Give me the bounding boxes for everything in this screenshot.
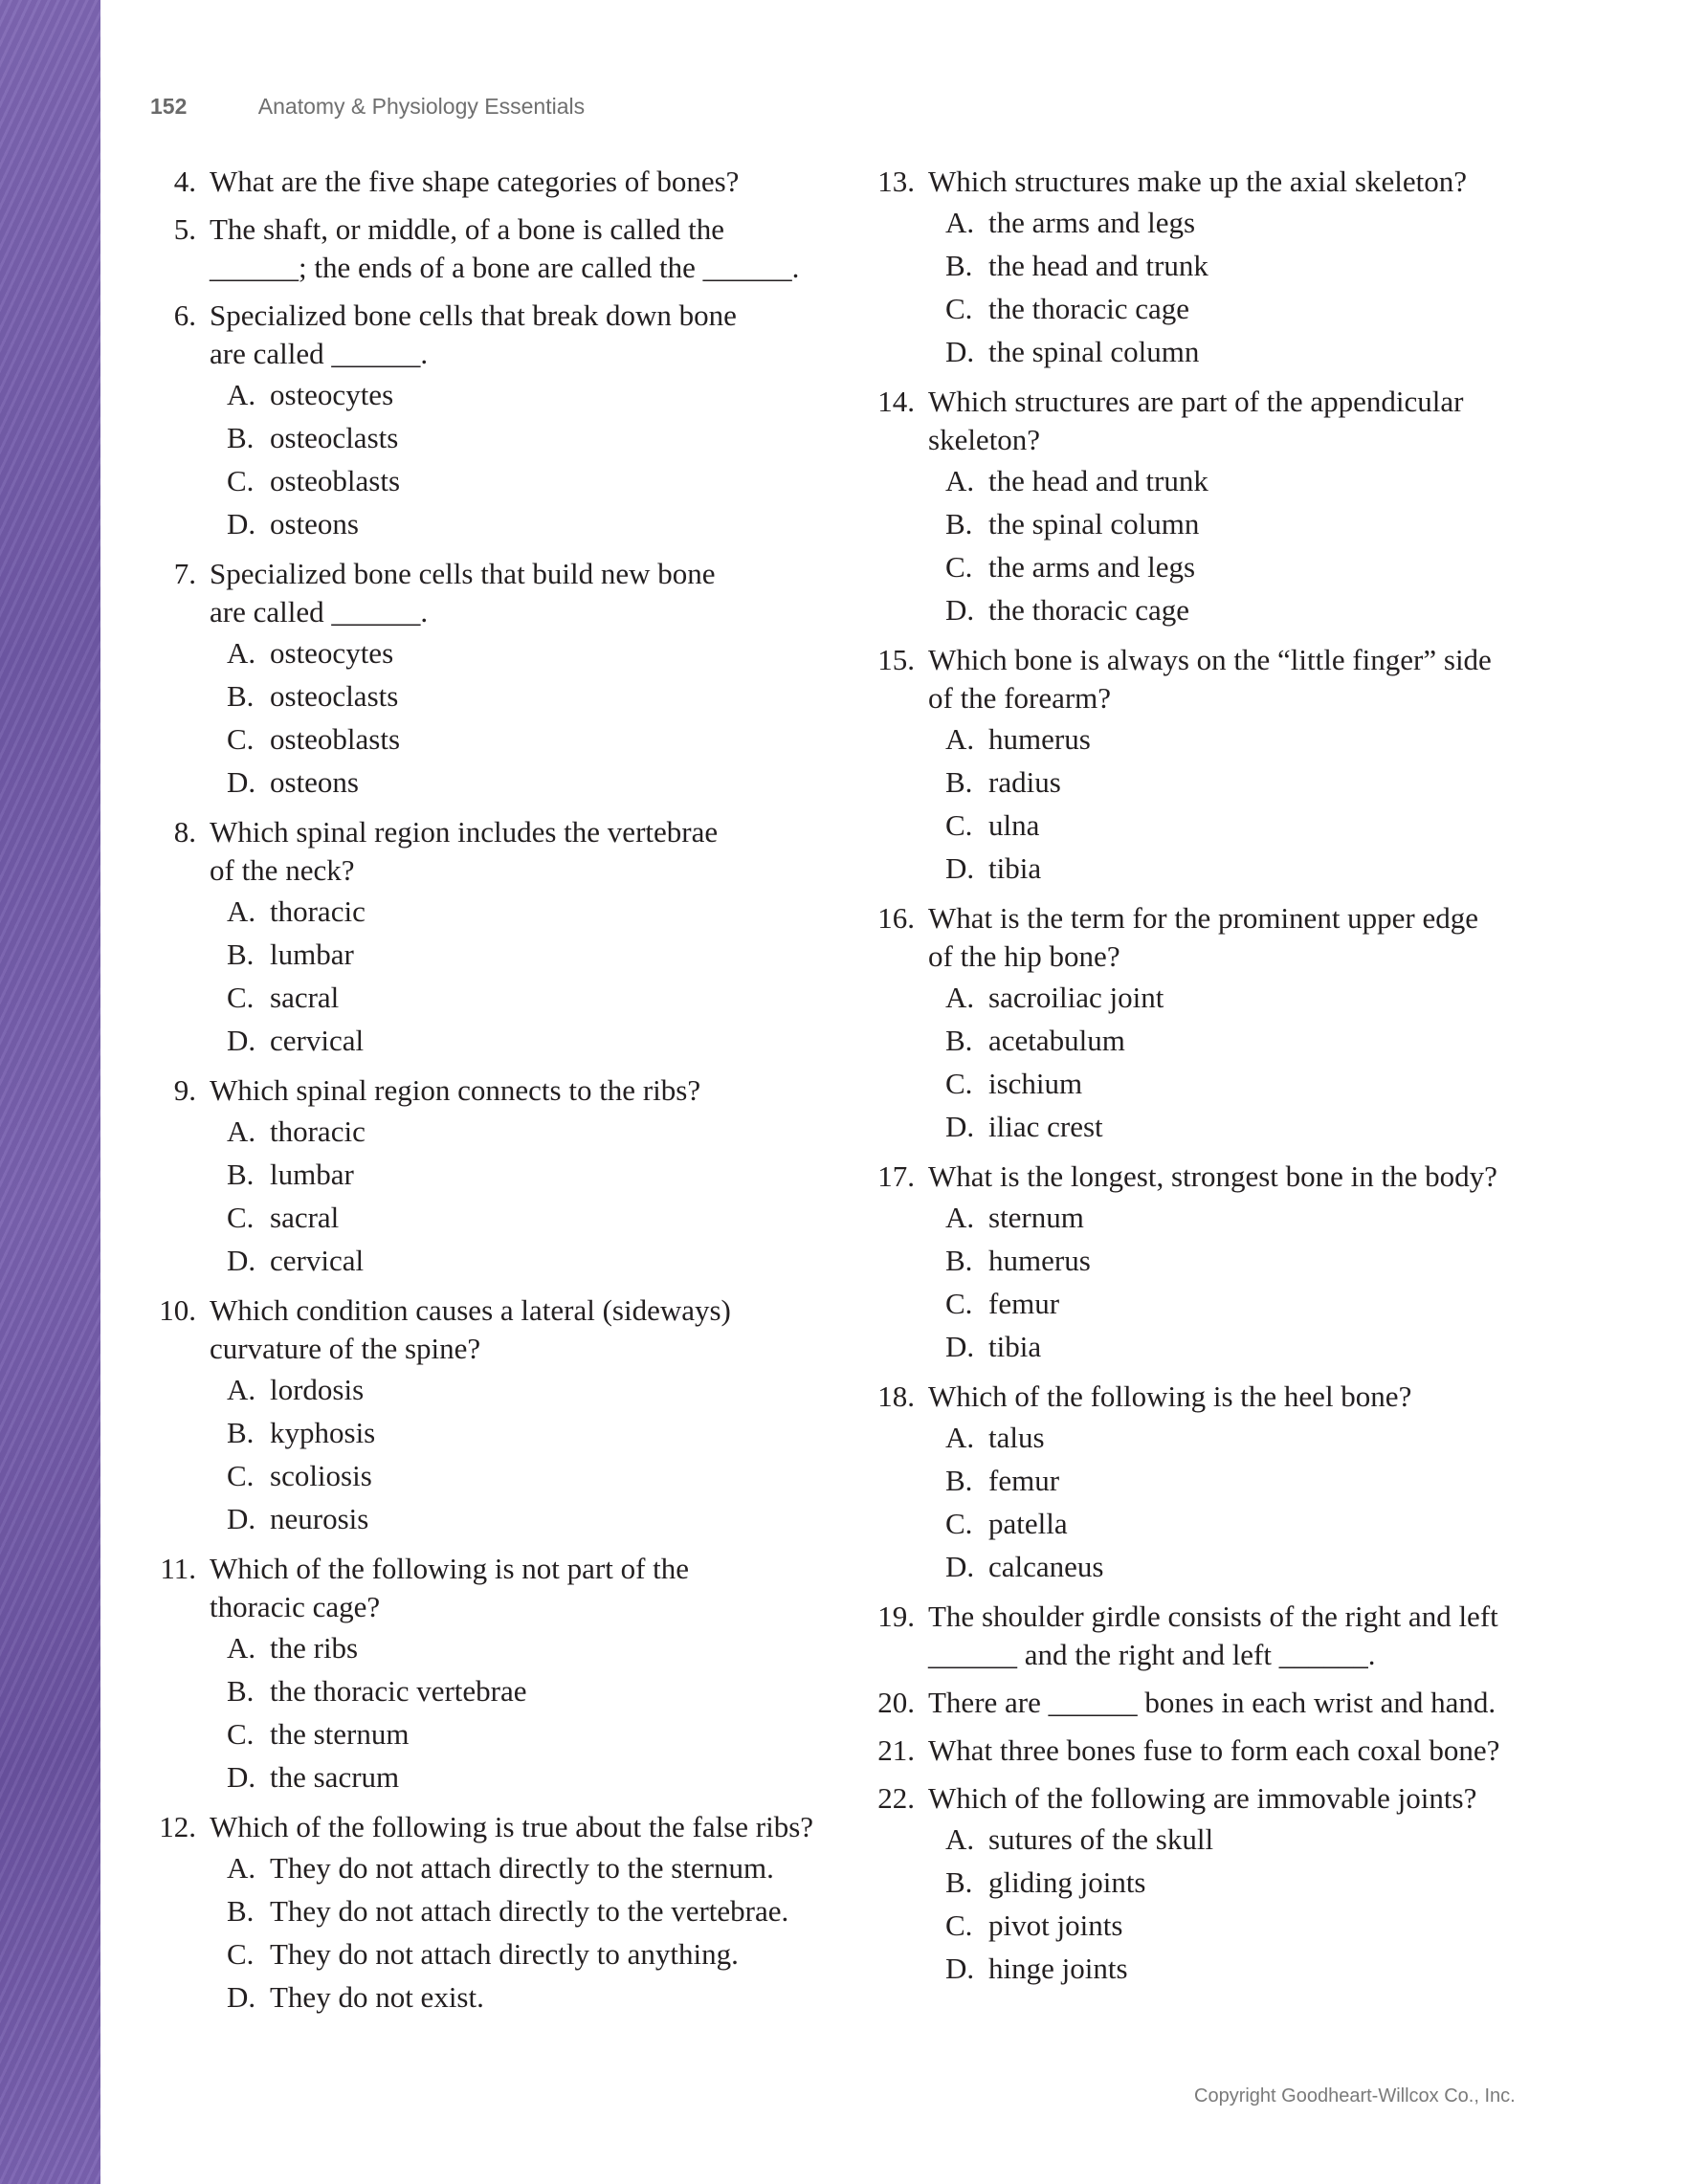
answer-option [945, 847, 1556, 890]
answer-option [227, 890, 837, 933]
question-item [867, 641, 1556, 890]
answer-option [945, 1904, 1556, 1947]
option-letter: C. [945, 1908, 973, 1942]
answer-option [227, 976, 837, 1019]
option-letter: C. [227, 464, 255, 497]
answer-option [227, 1755, 837, 1798]
option-letter: A. [945, 1822, 975, 1856]
option-letter: B. [227, 1158, 255, 1191]
answer-option [227, 1932, 837, 1975]
answer-option [227, 1239, 837, 1282]
question-item [148, 163, 837, 201]
option-text: They do not exist. [270, 1980, 484, 2014]
option-letter: D. [227, 1244, 256, 1277]
option-letter: A. [227, 894, 256, 928]
option-text: They do not attach directly to the sternum. [270, 1851, 774, 1885]
running-head [150, 94, 585, 120]
answer-option [227, 1846, 837, 1889]
option-text: pivot joints [988, 1908, 1123, 1942]
answer-option [945, 1545, 1556, 1588]
answer-option [945, 1947, 1556, 1990]
option-letter: A. [227, 1373, 256, 1406]
option-text: sternum [988, 1201, 1084, 1234]
answer-option [227, 933, 837, 976]
answer-option [227, 1712, 837, 1755]
option-letter: B. [227, 1894, 255, 1928]
answer-option [227, 1975, 837, 2019]
option-letter: C. [945, 292, 973, 325]
question-text-line: Which of the following is true about the false ribs? [210, 1810, 814, 1843]
question-text-line: Which of the following is the heel bone? [928, 1379, 1412, 1413]
option-text: tibia [988, 1330, 1042, 1363]
answer-option [945, 1062, 1556, 1105]
question-number: 4. [173, 165, 196, 198]
question-number: 17. [877, 1159, 915, 1193]
question-item [148, 1071, 837, 1282]
answer-option [227, 1368, 837, 1411]
option-letter: A. [945, 206, 975, 239]
question-item [867, 163, 1556, 373]
option-text: the ribs [270, 1631, 359, 1665]
answer-option [227, 717, 837, 761]
option-text: sacral [270, 1201, 340, 1234]
option-letter: A. [227, 636, 256, 670]
answer-option [227, 674, 837, 717]
option-letter: B. [227, 938, 255, 971]
option-text: the spinal column [988, 335, 1200, 368]
answer-option [227, 1497, 837, 1540]
option-text: lordosis [270, 1373, 365, 1406]
option-text: femur [988, 1287, 1060, 1320]
question-text-line: Which structures are part of the appendicular [928, 385, 1464, 418]
question-text-line: Which of the following are immovable joints? [928, 1781, 1477, 1815]
option-text: humerus [988, 1244, 1091, 1277]
option-text: thoracic [270, 1114, 366, 1148]
question-number: 22. [877, 1781, 915, 1815]
answer-option [945, 1196, 1556, 1239]
option-letter: B. [945, 1464, 973, 1497]
option-text: scoliosis [270, 1459, 372, 1492]
option-text: neurosis [270, 1502, 369, 1535]
question-item [867, 1158, 1556, 1368]
question-item [148, 210, 837, 287]
question-text-line: What three bones fuse to form each coxal bone? [928, 1733, 1500, 1767]
option-text: lumbar [270, 1158, 354, 1191]
option-letter: A. [227, 1114, 256, 1148]
question-text-line: Specialized bone cells that break down bone [210, 298, 737, 332]
option-text: osteocytes [270, 636, 394, 670]
option-letter: B. [945, 1024, 973, 1057]
option-text: They do not attach directly to anything. [270, 1937, 739, 1971]
option-letter: C. [945, 550, 973, 584]
question-text-line: Which spinal region includes the vertebrae [210, 815, 719, 849]
option-letter: C. [227, 1717, 255, 1751]
question-text-line: of the neck? [210, 853, 355, 887]
option-text: sacral [270, 981, 340, 1014]
option-text: iliac crest [988, 1110, 1103, 1143]
question-number: 11. [160, 1552, 196, 1585]
answer-option [945, 287, 1556, 330]
question-number: 16. [877, 901, 915, 935]
option-text: They do not attach directly to the vertebrae. [270, 1894, 789, 1928]
question-item [148, 813, 837, 1062]
question-text-line: skeleton? [928, 423, 1041, 456]
book-title: Anatomy & Physiology Essentials [257, 94, 586, 119]
question-item [867, 899, 1556, 1148]
option-text: osteoblasts [270, 722, 401, 756]
answer-option [227, 1196, 837, 1239]
option-letter: D. [945, 851, 975, 885]
option-letter: C. [945, 1507, 973, 1540]
answer-option [227, 1889, 837, 1932]
option-letter: A. [945, 1201, 975, 1234]
answer-option [945, 1019, 1556, 1062]
option-letter: A. [945, 1421, 975, 1454]
option-letter: B. [227, 679, 255, 713]
question-text-line: What is the longest, strongest bone in the body? [928, 1159, 1497, 1193]
option-text: lumbar [270, 938, 354, 971]
answer-option [945, 459, 1556, 502]
answer-option [227, 502, 837, 545]
option-text: the arms and legs [988, 550, 1196, 584]
option-letter: D. [227, 1760, 256, 1794]
question-number: 21. [877, 1733, 915, 1767]
option-text: osteoclasts [270, 421, 399, 454]
question-item [867, 1779, 1556, 1990]
option-text: the thoracic cage [988, 593, 1189, 627]
option-letter: C. [227, 722, 255, 756]
left-question-column [148, 163, 837, 2028]
option-letter: D. [227, 765, 256, 799]
option-text: talus [988, 1421, 1045, 1454]
option-letter: D. [945, 1110, 975, 1143]
option-letter: C. [227, 1459, 255, 1492]
option-letter: D. [227, 1024, 256, 1057]
question-item [867, 1598, 1556, 1674]
answer-option [227, 761, 837, 804]
question-number: 15. [877, 643, 915, 676]
answer-option [945, 1239, 1556, 1282]
answer-option [227, 1454, 837, 1497]
question-text-line: The shaft, or middle, of a bone is called the [210, 212, 725, 246]
option-text: acetabulum [988, 1024, 1125, 1057]
option-text: humerus [988, 722, 1091, 756]
option-text: femur [988, 1464, 1060, 1497]
question-item [148, 1550, 837, 1798]
option-text: thoracic [270, 894, 366, 928]
option-letter: A. [945, 722, 975, 756]
option-text: osteoclasts [270, 679, 399, 713]
question-text-line: of the forearm? [928, 681, 1112, 715]
answer-option [227, 631, 837, 674]
option-text: osteoblasts [270, 464, 401, 497]
option-text: kyphosis [270, 1416, 376, 1449]
answer-option [945, 330, 1556, 373]
answer-option [227, 1019, 837, 1062]
option-letter: A. [227, 378, 256, 411]
option-letter: C. [945, 1287, 973, 1320]
option-letter: B. [945, 507, 973, 540]
option-text: radius [988, 765, 1061, 799]
answer-option [227, 373, 837, 416]
option-letter: D. [945, 593, 975, 627]
option-letter: B. [227, 1416, 255, 1449]
question-item [867, 383, 1556, 631]
question-text-line: are called ______. [210, 595, 429, 629]
question-text-line: Specialized bone cells that build new bone [210, 557, 716, 590]
answer-option [945, 588, 1556, 631]
answer-option [227, 1110, 837, 1153]
question-item [148, 297, 837, 545]
option-letter: D. [227, 1980, 256, 2014]
question-text-line: curvature of the spine? [210, 1332, 481, 1365]
option-letter: D. [945, 1550, 975, 1583]
option-letter: C. [227, 1937, 255, 1971]
option-text: hinge joints [988, 1952, 1128, 1985]
option-letter: D. [227, 507, 256, 540]
option-text: the thoracic vertebrae [270, 1674, 527, 1708]
option-letter: B. [945, 1244, 973, 1277]
question-item [148, 1291, 837, 1540]
question-text-line: ______ and the right and left ______. [928, 1638, 1376, 1671]
option-text: osteons [270, 507, 359, 540]
option-letter: D. [945, 1330, 975, 1363]
question-number: 10. [159, 1293, 196, 1327]
answer-option [945, 804, 1556, 847]
question-number: 19. [877, 1599, 915, 1633]
side-decorative-band [0, 0, 100, 2184]
option-letter: D. [945, 335, 975, 368]
option-letter: B. [945, 765, 973, 799]
answer-option [945, 1416, 1556, 1459]
question-text-line: of the hip bone? [928, 939, 1120, 973]
answer-option [945, 201, 1556, 244]
option-text: the arms and legs [988, 206, 1196, 239]
question-number: 20. [877, 1686, 915, 1719]
question-text-line: Which spinal region connects to the ribs? [210, 1073, 701, 1107]
option-letter: C. [945, 808, 973, 842]
answer-option [227, 1153, 837, 1196]
question-number: 6. [173, 298, 196, 332]
answer-option [945, 1105, 1556, 1148]
answer-option [945, 1861, 1556, 1904]
option-text: the spinal column [988, 507, 1200, 540]
question-number: 18. [877, 1379, 915, 1413]
answer-option [945, 1282, 1556, 1325]
answer-option [227, 459, 837, 502]
option-text: ischium [988, 1067, 1083, 1100]
question-item [867, 1684, 1556, 1722]
question-text-line: are called ______. [210, 337, 429, 370]
option-text: calcaneus [988, 1550, 1104, 1583]
question-item [867, 1732, 1556, 1770]
option-letter: B. [227, 1674, 255, 1708]
option-text: cervical [270, 1244, 365, 1277]
answer-option [945, 502, 1556, 545]
answer-option [227, 1626, 837, 1669]
question-item [867, 1378, 1556, 1588]
option-text: osteons [270, 765, 359, 799]
answer-option [945, 244, 1556, 287]
question-item [148, 555, 837, 804]
answer-option [945, 1502, 1556, 1545]
option-text: sacroiliac joint [988, 981, 1164, 1014]
answer-option [227, 1669, 837, 1712]
option-text: sutures of the skull [988, 1822, 1214, 1856]
page-number: 152 [150, 94, 188, 119]
question-text-line: The shoulder girdle consists of the right and left [928, 1599, 1498, 1633]
option-letter: A. [227, 1631, 256, 1665]
option-letter: A. [945, 464, 975, 497]
option-letter: D. [227, 1502, 256, 1535]
option-text: the head and trunk [988, 464, 1208, 497]
question-number: 9. [173, 1073, 196, 1107]
answer-option [945, 1818, 1556, 1861]
question-text-line: What is the term for the prominent upper edge [928, 901, 1479, 935]
answer-option [945, 545, 1556, 588]
answer-option [945, 1459, 1556, 1502]
question-text-line: Which structures make up the axial skeleton? [928, 165, 1467, 198]
question-number: 7. [173, 557, 196, 590]
copyright-footer: Copyright Goodheart-Willcox Co., Inc. [1194, 2085, 1516, 2107]
option-letter: B. [227, 421, 255, 454]
question-text-line: ______; the ends of a bone are called the ______. [210, 251, 800, 284]
option-letter: B. [945, 249, 973, 282]
option-letter: C. [227, 1201, 255, 1234]
option-text: tibia [988, 851, 1042, 885]
option-text: cervical [270, 1024, 365, 1057]
question-number: 12. [159, 1810, 196, 1843]
question-text-line: What are the five shape categories of bones? [210, 165, 740, 198]
question-item [148, 1808, 837, 2019]
option-letter: B. [945, 1865, 973, 1899]
question-text-line: Which condition causes a lateral (sideways) [210, 1293, 731, 1327]
question-text-line: thoracic cage? [210, 1590, 381, 1623]
option-text: gliding joints [988, 1865, 1146, 1899]
option-text: the sternum [270, 1717, 410, 1751]
question-number: 14. [877, 385, 915, 418]
question-number: 5. [173, 212, 196, 246]
option-letter: A. [945, 981, 975, 1014]
option-letter: C. [227, 981, 255, 1014]
question-number: 13. [877, 165, 915, 198]
question-text-line: Which bone is always on the “little finger” side [928, 643, 1492, 676]
answer-option [227, 1411, 837, 1454]
option-text: the sacrum [270, 1760, 400, 1794]
option-text: the thoracic cage [988, 292, 1189, 325]
answer-option [945, 976, 1556, 1019]
answer-option [945, 717, 1556, 761]
option-text: patella [988, 1507, 1068, 1540]
answer-option [945, 1325, 1556, 1368]
option-text: the head and trunk [988, 249, 1208, 282]
option-text: osteocytes [270, 378, 394, 411]
question-text-line: There are ______ bones in each wrist and hand. [928, 1686, 1496, 1719]
option-letter: D. [945, 1952, 975, 1985]
option-letter: C. [945, 1067, 973, 1100]
question-number: 8. [173, 815, 196, 849]
answer-option [945, 761, 1556, 804]
question-text-line: Which of the following is not part of the [210, 1552, 690, 1585]
answer-option [227, 416, 837, 459]
right-question-column [867, 163, 1556, 1999]
option-text: ulna [988, 808, 1040, 842]
option-letter: A. [227, 1851, 256, 1885]
